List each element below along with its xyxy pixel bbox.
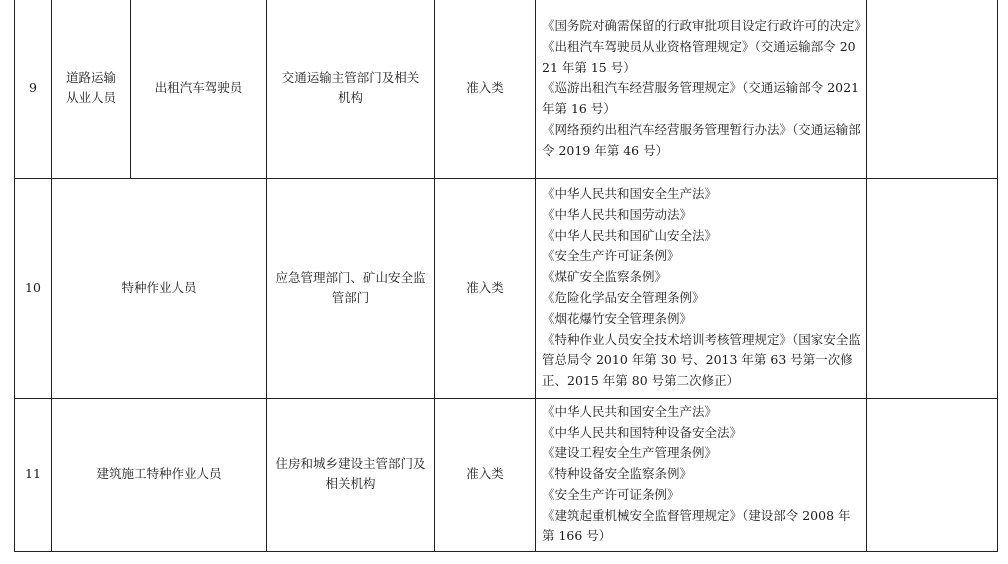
authority-text: 交通运输主管部门及相关机构 [281,70,420,106]
basis-item: 《国务院对确需保留的行政审批项目设定行政许可的决定》 [542,17,868,33]
type-cell: 准入类 [435,398,536,551]
category-cell [52,0,131,178]
subcategory-cell: 出租汽车驾驶员 [131,0,267,178]
basis-item: 《中华人民共和国特种设备安全法》 [542,424,743,440]
table-row [15,0,998,178]
basis-cell [536,0,867,178]
row-number: 10 [15,178,52,398]
basis-item: 《巡游出租汽车经营服务管理规定》（交通运输部令 2021 年第 16 号） [542,80,860,117]
row-number: 9 [15,0,52,178]
basis-item: 《安全生产许可证条例》 [542,486,680,502]
basis-item: 《特种作业人员安全技术培训考核管理规定》（国家安全监管总局令 2010 年第 30 号、2013 年第 63 号第一次修正、2015 年第 80 号第二次修正） [542,331,861,389]
basis-item: 《中华人民共和国安全生产法》 [542,186,718,202]
row-number: 11 [15,398,52,551]
basis-item: 《烟花爆竹安全管理条例》 [542,310,693,326]
table-row [15,178,998,398]
authority-text: 应急管理部门、矿山安全监管部门 [275,269,426,305]
table-row [15,398,998,551]
qualification-table [14,0,998,552]
authority-text: 住房和城乡建设主管部门及相关机构 [275,456,426,492]
basis-item: 《中华人民共和国劳动法》 [542,206,693,222]
basis-item: 《特种设备安全监察条例》 [542,466,693,482]
basis-item: 《中华人民共和国安全生产法》 [542,403,718,419]
basis-item: 《出租汽车驾驶员从业资格管理规定》（交通运输部令 2021 年第 15 号） [542,38,856,75]
authority-cell [267,398,435,551]
basis-item: 《网络预约出租汽车经营服务管理暂行办法》（交通运输部令 2019 年第 46 号） [542,121,861,158]
basis-item: 《建设工程安全生产管理条例》 [542,445,718,461]
type-cell: 准入类 [435,178,536,398]
category-cell: 特种作业人员 [52,178,267,398]
remarks-cell [867,0,998,178]
basis-item: 《煤矿安全监察条例》 [542,269,668,285]
basis-cell [536,398,867,551]
remarks-cell [867,398,998,551]
remarks-cell [867,178,998,398]
basis-item: 《中华人民共和国矿山安全法》 [542,227,718,243]
basis-item: 《建筑起重机械安全监督管理规定》（建设部令 2008 年第 166 号） [542,507,851,544]
authority-cell [267,0,435,178]
category-text: 道路运输从业人员 [65,70,116,106]
basis-cell [536,178,867,398]
category-cell: 建筑施工特种作业人员 [52,398,267,551]
basis-item: 《安全生产许可证条例》 [542,248,680,264]
type-cell: 准入类 [435,0,536,178]
authority-cell [267,178,435,398]
basis-item: 《危险化学品安全管理条例》 [542,290,705,305]
